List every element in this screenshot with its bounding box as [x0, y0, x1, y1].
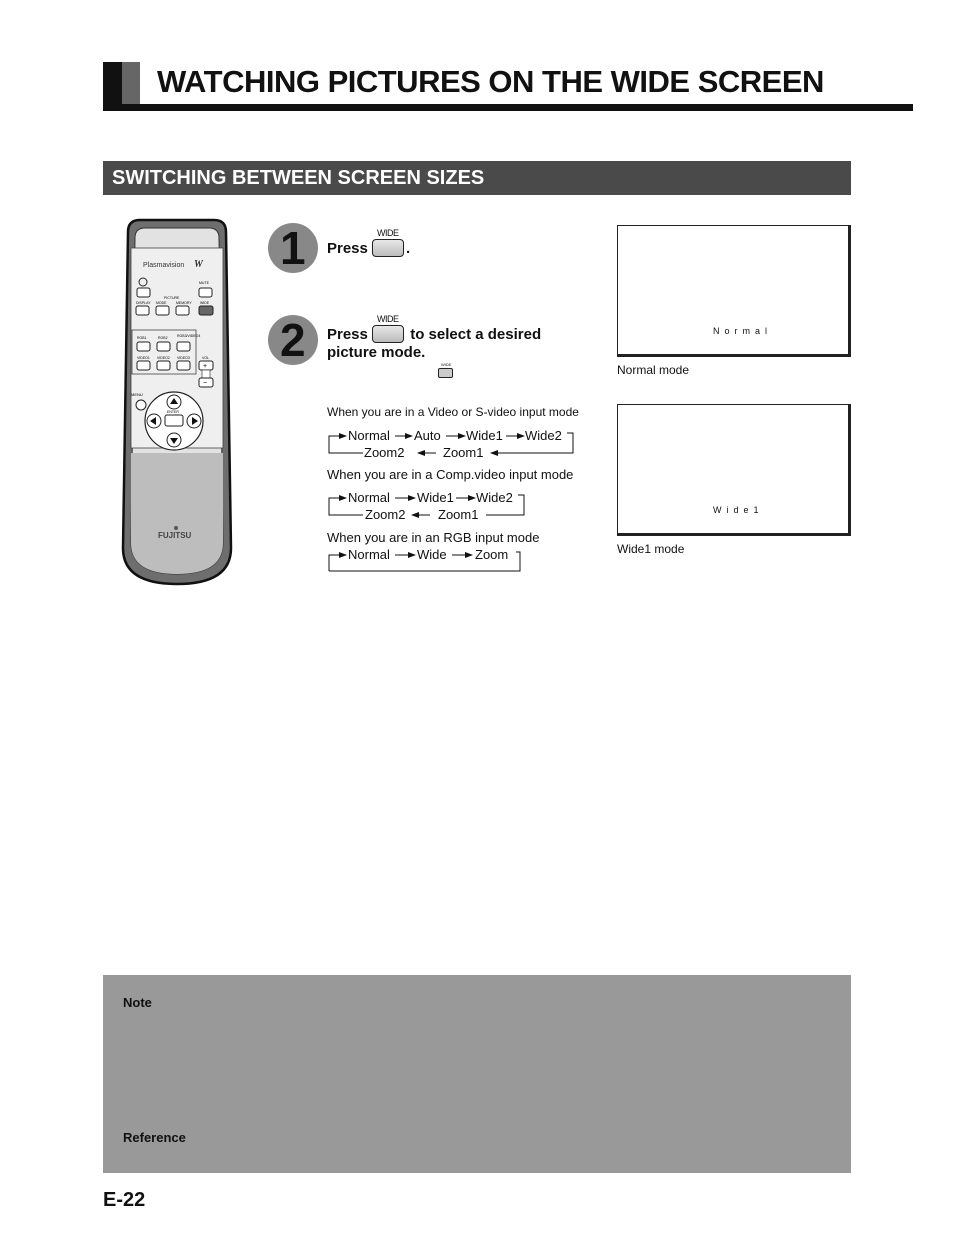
menu-button: [136, 400, 146, 410]
svg-text:WIDE: WIDE: [200, 301, 210, 305]
enter-button: [165, 415, 183, 426]
svg-text:VIDEO3: VIDEO3: [177, 356, 190, 360]
step-2-number: 2: [280, 314, 306, 366]
svg-text:W: W: [194, 259, 203, 270]
step-1-text: Press WIDE .: [327, 228, 411, 257]
svg-text:+: +: [203, 363, 208, 370]
seq1-item: Auto: [414, 428, 441, 443]
seq2-item: Wide2: [476, 490, 513, 505]
seq2-item: Zoom2: [365, 507, 406, 522]
title-rule: [103, 104, 913, 111]
svg-text:−: −: [203, 380, 208, 387]
svg-text:DISPLAY: DISPLAY: [136, 301, 151, 305]
seq3-return-arrow: [329, 555, 346, 571]
display-button: [136, 306, 149, 315]
step-2-text: Press WIDE to select a desired: [327, 314, 542, 343]
small-wide-key: WIDE: [438, 362, 452, 378]
svg-text:MENU: MENU: [131, 392, 143, 397]
seq3-item: Zoom: [475, 547, 509, 562]
seq2-item: Zoom1: [438, 507, 479, 522]
svg-text:RGB3/VIDEO4: RGB3/VIDEO4: [177, 334, 201, 338]
remote-control-illustration: [118, 218, 236, 588]
note-box: [103, 975, 851, 1173]
seq1-item: Wide2: [525, 428, 562, 443]
wide-key-icon: [372, 239, 404, 257]
svg-text:Plasmavision: Plasmavision: [143, 262, 185, 269]
note-heading: Note: [123, 995, 152, 1010]
mode-button: [156, 306, 169, 315]
svg-text:MEMORY: MEMORY: [176, 301, 192, 305]
svg-text:ENTER: ENTER: [167, 410, 179, 414]
power-button: [137, 288, 150, 297]
seq3-item: Normal: [348, 547, 390, 562]
wide-key-label: WIDE: [377, 228, 399, 238]
svg-text:VOL: VOL: [202, 356, 210, 360]
svg-text:RGB1: RGB1: [137, 336, 147, 340]
sequence-1-heading: When you are in a Video or S-video input mode: [327, 405, 579, 419]
normal-mode-caption: Normal mode: [617, 363, 690, 377]
normal-mode-screen: [617, 225, 851, 357]
seq1-item: Zoom1: [443, 445, 484, 460]
page-title: WATCHING PICTURES ON THE WIDE SCREEN: [157, 64, 824, 99]
fujitsu-logo-mark: [174, 526, 178, 530]
wide-button-highlighted: [199, 306, 213, 315]
step-2-line2: picture mode.: [327, 344, 426, 361]
svg-text:MODE: MODE: [156, 301, 167, 305]
reference-heading: Reference: [123, 1130, 186, 1145]
normal-screen-label: Normal: [713, 326, 773, 336]
wide-key-label: WIDE: [377, 314, 399, 324]
page-number: E-22: [103, 1189, 146, 1211]
memory-button: [176, 306, 189, 315]
sequence-2-heading: When you are in a Comp.video input mode: [327, 467, 574, 482]
mute-button: [199, 288, 212, 297]
title-bar-accent: [122, 62, 140, 104]
svg-text:RGB2: RGB2: [158, 336, 168, 340]
svg-text:FUJITSU: FUJITSU: [158, 531, 192, 540]
step-1-number: 1: [280, 222, 306, 274]
step-2-prefix: Press: [327, 326, 368, 343]
seq1-item: Zoom2: [364, 445, 405, 460]
seq1-item: Wide1: [466, 428, 503, 443]
svg-text:VIDEO1: VIDEO1: [137, 356, 150, 360]
section-title: SWITCHING BETWEEN SCREEN SIZES: [112, 167, 485, 189]
svg-text:VIDEO2: VIDEO2: [157, 356, 170, 360]
wide1-mode-caption: Wide1 mode: [617, 542, 685, 556]
seq2-item: Normal: [348, 490, 390, 505]
seq2-item: Wide1: [417, 490, 454, 505]
svg-text:MUTE: MUTE: [199, 281, 209, 285]
wide1-screen-label: Wide1: [713, 505, 764, 515]
seq3-item: Wide: [417, 547, 447, 562]
wide-key-icon: [372, 325, 404, 343]
sequence-3-heading: When you are in an RGB input mode: [327, 530, 540, 545]
svg-text:PICTURE: PICTURE: [164, 296, 180, 300]
step-1-prefix: Press: [327, 240, 368, 257]
seq1-item: Normal: [348, 428, 390, 443]
wide1-mode-screen: [617, 404, 851, 536]
